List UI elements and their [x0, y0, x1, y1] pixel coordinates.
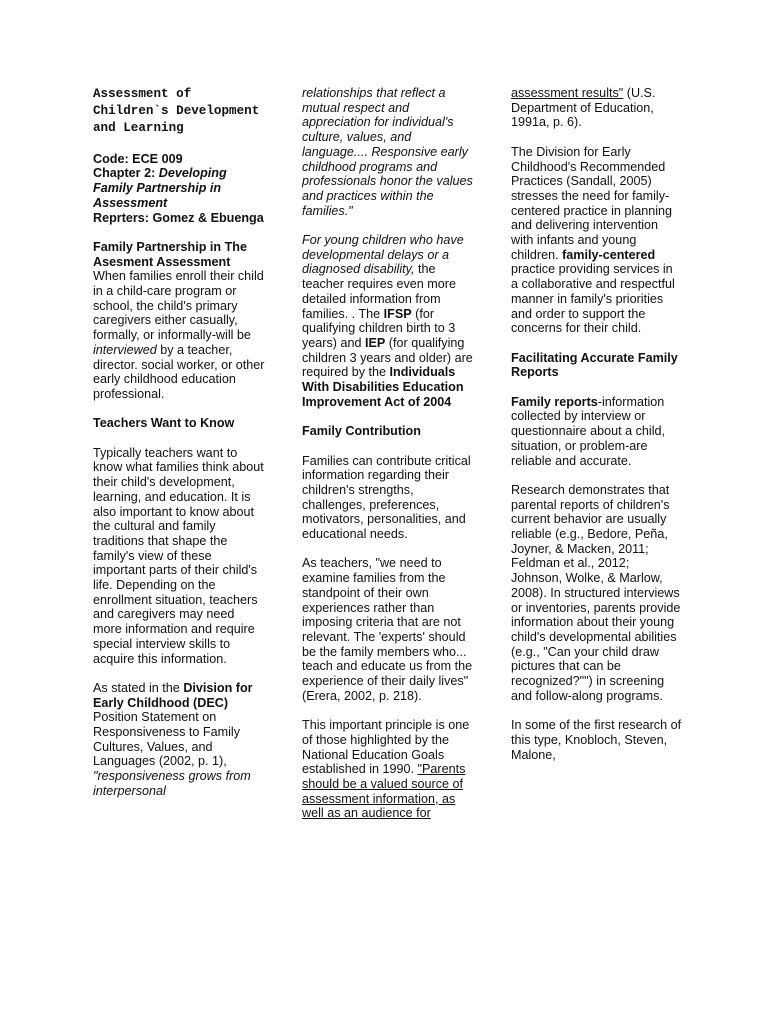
paragraph-enroll [93, 269, 265, 401]
text-run: This important principle is one of those highlighted by the National Education Goals established in 1990. [302, 718, 470, 777]
heading-family-partnership: Family Partnership in The Asesment Assessment [93, 239, 247, 269]
heading-facilitating: Facilitating Accurate Family Reports [511, 350, 678, 380]
text-run-italic: relationships that reflect a mutual respect and appreciation for individual's culture, values, and language.... Responsive early childhood programs and professionals honor the values and practices within the families." [302, 86, 473, 218]
text-run-italic: interviewed [93, 342, 157, 357]
column-2 [302, 86, 474, 836]
text-run: (for qualifying children 3 years and older) are required by the [302, 335, 473, 380]
paragraph-as-teachers: As teachers, "we need to examine families from the standpoint of their own experiences rather than imposing criteria that are not relevant. The 'experts' should be the family members who... teach and educate us from the experience of their daily lives" (Erera, 2002, p. 218). [302, 556, 473, 703]
text-run: practice providing services in a collaborative and respectful manner in family's priorities and order to support the concerns for their child. [511, 262, 675, 336]
paragraph-dec-practices [511, 145, 683, 336]
column-1 [93, 86, 265, 813]
paragraph-first-research: In some of the first research of this type, Knobloch, Steven, Malone, [511, 718, 682, 762]
paragraph-assessment-results [511, 86, 683, 130]
paragraph-relationships [302, 86, 474, 218]
text-run-italic: "responsiveness grows from interpersonal [93, 769, 251, 798]
text-run-bold: Family reports [511, 394, 598, 409]
paragraph-dec [93, 681, 265, 799]
text-run-underlined: assessment results" [511, 86, 624, 100]
text-run-bold: Division for Early Childhood (DEC) [93, 680, 253, 710]
paragraph-family-reports [511, 395, 683, 469]
text-run-underlined: "Parents should be a valued source of assessment information, as well as an audience for [302, 762, 466, 821]
heading-teachers-want: Teachers Want to Know [93, 416, 235, 431]
text-run: The Division for Early Childhood's Recommended Practices (Sandall, 2005) stresses the need for family-centered practice in planning and delivering intervention with infants and young children. [511, 144, 673, 262]
course-info [93, 152, 265, 226]
text-run: (U.S. Department of Education, 1991a, p. 6). [511, 86, 656, 130]
text-run: -information collected by interview or questionnaire about a child, situation, or problem-are reliable and accurate. [511, 394, 666, 468]
paragraph-research: Research demonstrates that parental reports of children's current behavior are usually reliable (e.g., Bedore, Peña, Joyner, & Macken, 2011; Feldman et al., 2012; Johnson, Wolke, & Marlow, 2008). In structured interviews or inventories, parents provide information about their young child's developmental abilities (e.g., "Can your child draw pictures that can be recognized?"") in screening and follow-along programs. [511, 482, 681, 703]
paragraph-principle [302, 718, 474, 821]
text-run: When families enroll their child in a child-care program or school, the child's primary caregivers either casually, formally, or informally-will be [93, 269, 264, 343]
text-run: Position Statement on Responsiveness to Family Cultures, Values, and Languages (2002, p. 1), [93, 710, 240, 769]
text-run: the teacher requires even more detailed information from families. . The [302, 262, 457, 321]
paragraph-typically: Typically teachers want to know what families think about their child's development, learning, and education. It is also important to know about the cultural and family traditions that shape the family's view of these important parts of their child's life. Depending on the enrollment situation, teachers and caregivers may need more information and require special interview skills to acquire this information. [93, 445, 264, 666]
text-run: (for qualifying children birth to 3 years) and [302, 306, 456, 350]
text-run: by a teacher, director. social worker, or other early childhood education professional. [93, 342, 265, 401]
text-run: As stated in the [93, 680, 184, 695]
text-run-italic: For young children who have developmental delays or a diagnosed disability, [302, 233, 464, 277]
column-3 [511, 86, 683, 777]
heading-family-contribution: Family Contribution [302, 424, 421, 439]
text-run-bold: IFSP [383, 306, 412, 321]
reporters: Reprters: Gomez & Ebuenga [93, 210, 264, 225]
text-run-bold: family-centered [562, 247, 656, 262]
chapter-title: Developing Family Partnership in Assessment [93, 166, 227, 210]
course-code: Code: ECE 009 [93, 151, 183, 166]
text-run-bold: IEP [365, 335, 386, 350]
paragraph-young-children [302, 233, 474, 409]
text-run-bold: Individuals With Disabilities Education Improvement Act of 2004 [302, 365, 464, 409]
chapter-label: Chapter 2: [93, 166, 159, 181]
document-title: Assessment of Children`s Development and Learning [93, 87, 260, 135]
paragraph-families-contribute: Families can contribute critical information regarding their children's strengths, challenges, preferences, motivators, personalities, and educational needs. [302, 453, 471, 542]
